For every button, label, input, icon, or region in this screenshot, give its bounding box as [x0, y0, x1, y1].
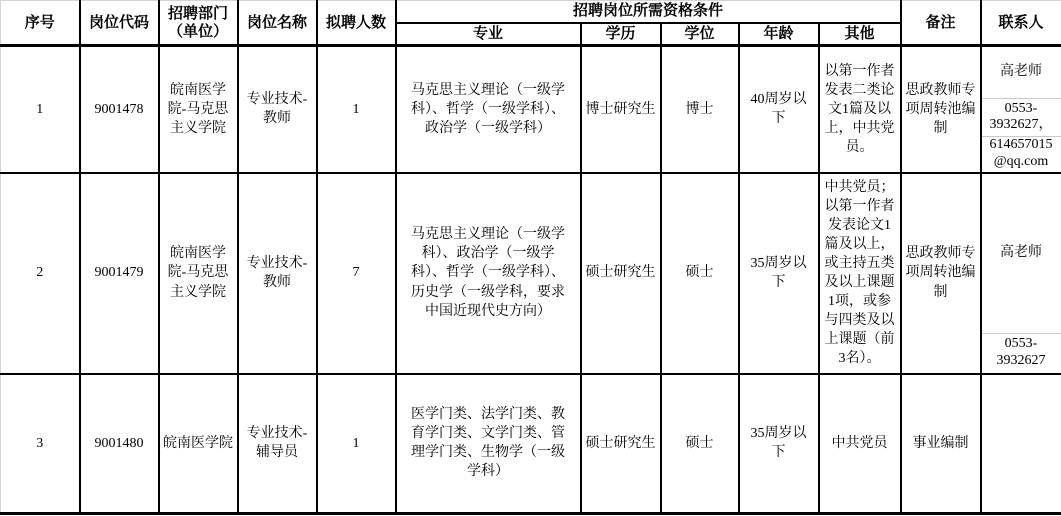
contact-name: 高老师 [1000, 64, 1042, 80]
contact-phone: 0553-3932627 [982, 333, 1061, 372]
post-cell: 专业技术-教师 [238, 46, 317, 173]
header-count: 拟聘人数 [317, 1, 396, 46]
header-code: 岗位代码 [80, 1, 159, 46]
job-row-2 [1, 173, 1061, 374]
job-row-1 [1, 46, 1061, 173]
dept-cell: 皖南医学院 [159, 374, 238, 514]
header-degree: 学位 [661, 23, 739, 46]
degree-cell: 博士 [661, 46, 739, 173]
count-cell: 1 [317, 374, 396, 514]
header-edu: 学历 [581, 23, 661, 46]
note-cell: 思政教师专项周转池编制 [901, 46, 981, 173]
contact-name: 高老师 [1000, 245, 1042, 261]
header-contact: 联系人 [981, 1, 1061, 46]
contact-cell [981, 46, 1061, 173]
note-cell: 事业编制 [901, 374, 981, 514]
age-cell: 40周岁以下 [739, 46, 819, 173]
age-cell: 35周岁以下 [739, 374, 819, 514]
edu-cell: 博士研究生 [581, 46, 661, 173]
header-age: 年龄 [739, 23, 819, 46]
contact-cell [981, 173, 1061, 374]
header-qual-group: 招聘岗位所需资格条件 [396, 1, 901, 23]
seq-cell: 3 [1, 374, 80, 514]
major-cell: 马克思主义理论（一级学科）、政治学（一级学科）、哲学（一级学科）、历史学（一级学科，要求中国近现代史方向） [396, 173, 581, 374]
other-cell: 以第一作者发表二类论文1篇及以上，中共党员。 [819, 46, 901, 173]
note-cell: 思政教师专项周转池编制 [901, 173, 981, 374]
contact-cell [981, 374, 1061, 514]
post-cell: 专业技术-辅导员 [238, 374, 317, 514]
code-cell: 9001479 [80, 173, 159, 374]
dept-cell: 皖南医学院-马克思主义学院 [159, 46, 238, 173]
header-dept: 招聘部门（单位） [159, 1, 238, 46]
post-cell: 专业技术-教师 [238, 173, 317, 374]
code-cell: 9001478 [80, 46, 159, 173]
major-cell: 马克思主义理论（一级学科）、哲学（一级学科）、政治学（一级学科） [396, 46, 581, 173]
header-other: 其他 [819, 23, 901, 46]
degree-cell: 硕士 [661, 374, 739, 514]
code-cell: 9001480 [80, 374, 159, 514]
count-cell: 7 [317, 173, 396, 374]
header-post: 岗位名称 [238, 1, 317, 46]
degree-cell: 硕士 [661, 173, 739, 374]
edu-cell: 硕士研究生 [581, 374, 661, 514]
other-cell: 中共党员 [819, 374, 901, 514]
other-cell: 中共党员；以第一作者发表论文1篇及以上，或主持五类及以上课题1项，或参与四类及以上课题（前3名）。 [819, 173, 901, 374]
seq-cell: 2 [1, 173, 80, 374]
dept-cell: 皖南医学院-马克思主义学院 [159, 173, 238, 374]
header-note: 备注 [901, 1, 981, 46]
contact-email: 614657015@qq.com [982, 136, 1061, 171]
edu-cell: 硕士研究生 [581, 173, 661, 374]
contact-phone: 0553-3932627， [982, 98, 1061, 136]
job-row-3 [1, 374, 1061, 514]
header-seq: 序号 [1, 1, 80, 46]
major-cell: 医学门类、法学门类、教育学门类、文学门类、管理学门类、生物学（一级学科） [396, 374, 581, 514]
age-cell: 35周岁以下 [739, 173, 819, 374]
count-cell: 1 [317, 46, 396, 173]
seq-cell: 1 [1, 46, 80, 173]
header-major: 专业 [396, 23, 581, 46]
